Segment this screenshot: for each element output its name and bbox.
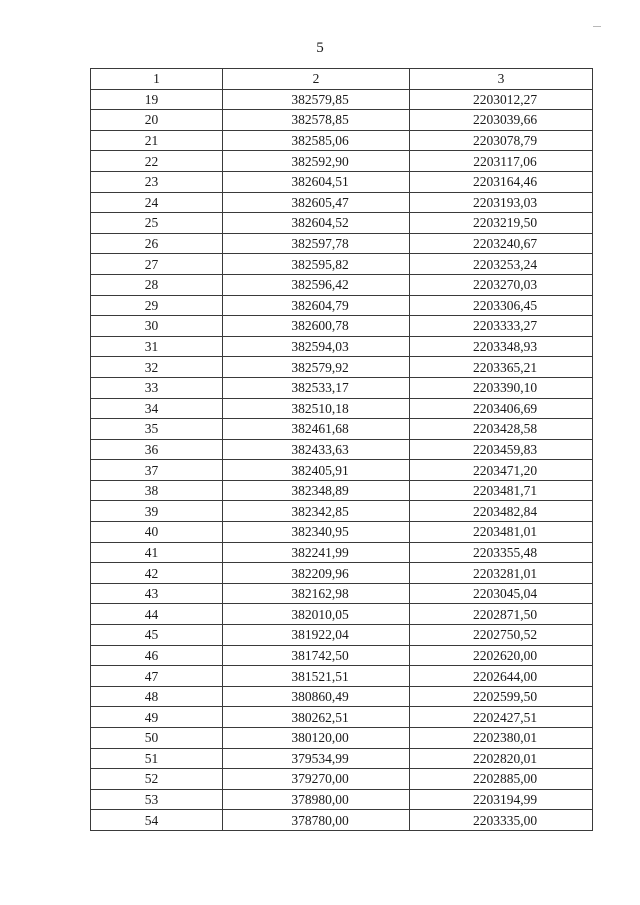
point-number-cell: 53 — [91, 789, 223, 810]
x-coordinate-cell: 382209,96 — [223, 563, 410, 584]
table-row — [91, 480, 593, 501]
table-row — [91, 89, 593, 110]
point-number-cell: 39 — [91, 501, 223, 522]
table-row — [91, 398, 593, 419]
y-coordinate-cell: 2203306,45 — [410, 295, 593, 316]
table-row — [91, 501, 593, 522]
y-coordinate-cell: 2203482,84 — [410, 501, 593, 522]
point-number-cell: 50 — [91, 728, 223, 749]
table-header-row — [91, 69, 593, 90]
table-row — [91, 460, 593, 481]
y-coordinate-cell: 2203078,79 — [410, 130, 593, 151]
y-coordinate-cell: 2202599,50 — [410, 686, 593, 707]
x-coordinate-cell: 382594,03 — [223, 336, 410, 357]
point-number-cell: 26 — [91, 233, 223, 254]
y-coordinate-cell: 2203045,04 — [410, 583, 593, 604]
y-coordinate-cell: 2203390,10 — [410, 377, 593, 398]
y-coordinate-cell: 2203348,93 — [410, 336, 593, 357]
x-coordinate-cell: 382342,85 — [223, 501, 410, 522]
x-coordinate-cell: 382604,79 — [223, 295, 410, 316]
y-coordinate-cell: 2203481,71 — [410, 480, 593, 501]
x-coordinate-cell: 382585,06 — [223, 130, 410, 151]
table-row — [91, 295, 593, 316]
y-coordinate-cell: 2203164,46 — [410, 171, 593, 192]
point-number-cell: 47 — [91, 666, 223, 687]
y-coordinate-cell: 2203194,99 — [410, 789, 593, 810]
table-row — [91, 625, 593, 646]
y-coordinate-cell: 2203406,69 — [410, 398, 593, 419]
y-coordinate-cell: 2203039,66 — [410, 110, 593, 131]
x-coordinate-cell: 382605,47 — [223, 192, 410, 213]
point-number-cell: 38 — [91, 480, 223, 501]
y-coordinate-cell: 2203219,50 — [410, 213, 593, 234]
point-number-cell: 30 — [91, 316, 223, 337]
y-coordinate-cell: 2202750,52 — [410, 625, 593, 646]
x-coordinate-cell: 382510,18 — [223, 398, 410, 419]
x-coordinate-cell: 382578,85 — [223, 110, 410, 131]
table-row — [91, 274, 593, 295]
y-coordinate-cell: 2202644,00 — [410, 666, 593, 687]
table-row — [91, 192, 593, 213]
x-coordinate-cell: 382340,95 — [223, 522, 410, 543]
point-number-cell: 51 — [91, 748, 223, 769]
x-coordinate-cell: 382010,05 — [223, 604, 410, 625]
table-row — [91, 686, 593, 707]
x-coordinate-cell: 379270,00 — [223, 769, 410, 790]
y-coordinate-cell: 2202871,50 — [410, 604, 593, 625]
y-coordinate-cell: 2203333,27 — [410, 316, 593, 337]
table-row — [91, 357, 593, 378]
table-row — [91, 583, 593, 604]
table-row — [91, 666, 593, 687]
x-coordinate-cell: 382533,17 — [223, 377, 410, 398]
coordinates-table — [90, 68, 593, 831]
y-coordinate-cell: 2203428,58 — [410, 419, 593, 440]
y-coordinate-cell: 2203481,01 — [410, 522, 593, 543]
y-coordinate-cell: 2202427,51 — [410, 707, 593, 728]
point-number-cell: 37 — [91, 460, 223, 481]
point-number-cell: 42 — [91, 563, 223, 584]
table-row — [91, 336, 593, 357]
table-row — [91, 254, 593, 275]
y-coordinate-cell: 2203281,01 — [410, 563, 593, 584]
y-coordinate-cell: 2203471,20 — [410, 460, 593, 481]
x-coordinate-cell: 382433,63 — [223, 439, 410, 460]
x-coordinate-cell: 382405,91 — [223, 460, 410, 481]
y-coordinate-cell: 2202885,00 — [410, 769, 593, 790]
point-number-cell: 36 — [91, 439, 223, 460]
table-row — [91, 604, 593, 625]
y-coordinate-cell: 2203459,83 — [410, 439, 593, 460]
point-number-cell: 45 — [91, 625, 223, 646]
column-header-1: 1 — [91, 69, 223, 90]
x-coordinate-cell: 381742,50 — [223, 645, 410, 666]
table-row — [91, 316, 593, 337]
column-header-3: 3 — [410, 69, 593, 90]
point-number-cell: 34 — [91, 398, 223, 419]
column-header-2: 2 — [223, 69, 410, 90]
point-number-cell: 40 — [91, 522, 223, 543]
x-coordinate-cell: 381922,04 — [223, 625, 410, 646]
x-coordinate-cell: 382596,42 — [223, 274, 410, 295]
point-number-cell: 33 — [91, 377, 223, 398]
point-number-cell: 54 — [91, 810, 223, 831]
x-coordinate-cell: 382600,78 — [223, 316, 410, 337]
y-coordinate-cell: 2202820,01 — [410, 748, 593, 769]
table-row — [91, 707, 593, 728]
x-coordinate-cell: 380120,00 — [223, 728, 410, 749]
table-row — [91, 789, 593, 810]
y-coordinate-cell: 2203355,48 — [410, 542, 593, 563]
point-number-cell: 46 — [91, 645, 223, 666]
x-coordinate-cell: 382579,92 — [223, 357, 410, 378]
table-row — [91, 522, 593, 543]
point-number-cell: 48 — [91, 686, 223, 707]
table-row — [91, 748, 593, 769]
point-number-cell: 44 — [91, 604, 223, 625]
point-number-cell: 31 — [91, 336, 223, 357]
y-coordinate-cell: 2203270,03 — [410, 274, 593, 295]
point-number-cell: 27 — [91, 254, 223, 275]
x-coordinate-cell: 381521,51 — [223, 666, 410, 687]
point-number-cell: 28 — [91, 274, 223, 295]
point-number-cell: 49 — [91, 707, 223, 728]
point-number-cell: 41 — [91, 542, 223, 563]
table-row — [91, 769, 593, 790]
table-row — [91, 439, 593, 460]
y-coordinate-cell: 2203253,24 — [410, 254, 593, 275]
point-number-cell: 32 — [91, 357, 223, 378]
table-row — [91, 810, 593, 831]
point-number-cell: 35 — [91, 419, 223, 440]
table-body — [91, 89, 593, 830]
table-row — [91, 171, 593, 192]
y-coordinate-cell: 2203193,03 — [410, 192, 593, 213]
x-coordinate-cell: 379534,99 — [223, 748, 410, 769]
x-coordinate-cell: 380262,51 — [223, 707, 410, 728]
x-coordinate-cell: 382461,68 — [223, 419, 410, 440]
table-row — [91, 377, 593, 398]
point-number-cell: 52 — [91, 769, 223, 790]
y-coordinate-cell: 2203012,27 — [410, 89, 593, 110]
x-coordinate-cell: 378980,00 — [223, 789, 410, 810]
table-row — [91, 213, 593, 234]
point-number-cell: 43 — [91, 583, 223, 604]
point-number-cell: 24 — [91, 192, 223, 213]
point-number-cell: 20 — [91, 110, 223, 131]
x-coordinate-cell: 382604,51 — [223, 171, 410, 192]
x-coordinate-cell: 382597,78 — [223, 233, 410, 254]
table-row — [91, 233, 593, 254]
x-coordinate-cell: 382604,52 — [223, 213, 410, 234]
x-coordinate-cell: 382162,98 — [223, 583, 410, 604]
point-number-cell: 25 — [91, 213, 223, 234]
point-number-cell: 19 — [91, 89, 223, 110]
table-row — [91, 419, 593, 440]
table-row — [91, 110, 593, 131]
scan-mark — [593, 26, 601, 27]
table-row — [91, 645, 593, 666]
y-coordinate-cell: 2203365,21 — [410, 357, 593, 378]
x-coordinate-cell: 382592,90 — [223, 151, 410, 172]
x-coordinate-cell: 382241,99 — [223, 542, 410, 563]
point-number-cell: 21 — [91, 130, 223, 151]
y-coordinate-cell: 2203335,00 — [410, 810, 593, 831]
y-coordinate-cell: 2202620,00 — [410, 645, 593, 666]
y-coordinate-cell: 2202380,01 — [410, 728, 593, 749]
table-row — [91, 151, 593, 172]
table-row — [91, 728, 593, 749]
table-row — [91, 542, 593, 563]
table-row — [91, 563, 593, 584]
table-row — [91, 130, 593, 151]
x-coordinate-cell: 378780,00 — [223, 810, 410, 831]
point-number-cell: 29 — [91, 295, 223, 316]
x-coordinate-cell: 382595,82 — [223, 254, 410, 275]
page-number: 5 — [316, 40, 324, 56]
y-coordinate-cell: 2203240,67 — [410, 233, 593, 254]
point-number-cell: 22 — [91, 151, 223, 172]
y-coordinate-cell: 2203117,06 — [410, 151, 593, 172]
x-coordinate-cell: 382348,89 — [223, 480, 410, 501]
point-number-cell: 23 — [91, 171, 223, 192]
x-coordinate-cell: 382579,85 — [223, 89, 410, 110]
x-coordinate-cell: 380860,49 — [223, 686, 410, 707]
